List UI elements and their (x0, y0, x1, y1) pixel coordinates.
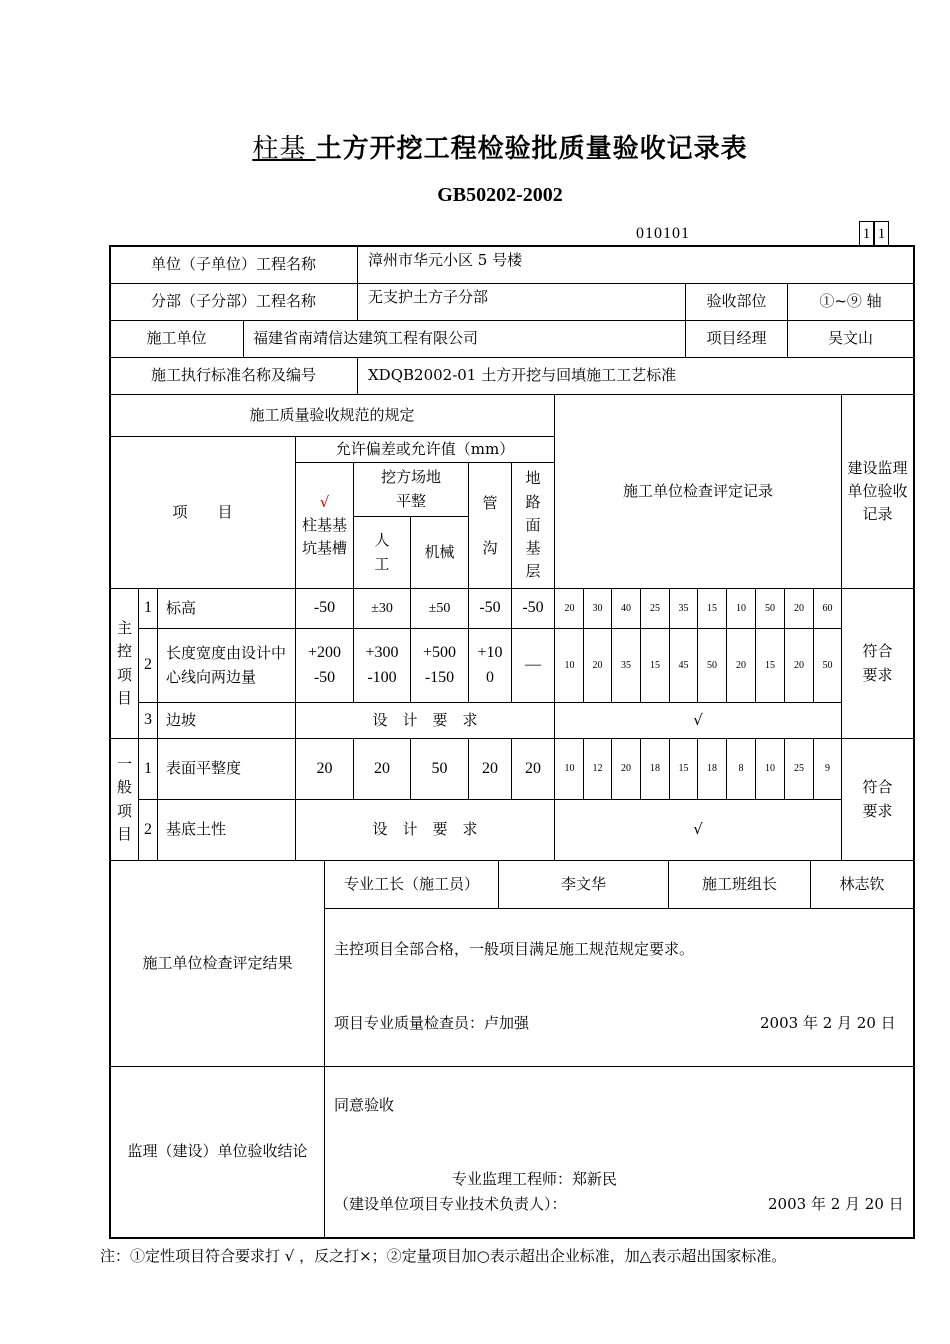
general-row-1-record-4: 18 (650, 763, 660, 775)
main-row-1-record-7: 10 (736, 602, 746, 614)
footnote: 注：①定性项目符合要求打 √ ，反之打×；②定量项目加○表示超出企业标准，加△表示超出国家标准。 (100, 1247, 787, 1265)
check-mark-icon: √ (319, 492, 330, 511)
general-row-1-record-8: 10 (765, 763, 775, 775)
main-group-label (111, 589, 138, 738)
general-row-1-val-4: 20 (482, 759, 498, 777)
col-road (512, 463, 554, 588)
main-row-1-val-5: -50 (522, 599, 544, 617)
main-row-1-val-3: ±50 (428, 600, 451, 616)
builder-date: 2003 年 2 月 20 日 (760, 1014, 896, 1032)
main-row-1-record-9: 20 (794, 602, 804, 614)
main-row-1-no: 1 (144, 599, 152, 617)
general-row-1-val-1: 20 (316, 759, 333, 777)
supervisor-label-text: 建设监理单位验收记录 (847, 458, 908, 524)
main-row-1-record-2: 30 (592, 602, 603, 614)
main-group-text: 主控项目 (116, 619, 132, 707)
sub-label: 分部（子分部）工程名称 (150, 292, 316, 311)
main-row-1-record-4: 25 (650, 602, 660, 614)
col-site (354, 463, 468, 516)
team-label: 施工班组长 (701, 874, 777, 893)
main-row-1-name: 标高 (166, 598, 197, 617)
std-label: 施工执行标准名称及编号 (150, 366, 316, 385)
general-row-1-val-2: 20 (374, 759, 390, 777)
title-main: 土方开挖工程检验批质量验收记录表 (315, 134, 748, 164)
col-ditch (469, 463, 511, 588)
main-row-3-design: 设 计 要 求 (372, 710, 478, 729)
general-result-text: 符合要求 (862, 778, 893, 820)
col-pit-label: 柱基基坑基槽 (302, 515, 348, 558)
supervision-engineer: 专业监理工程师：郑新民 (452, 1170, 618, 1188)
general-row-1-no: 1 (144, 759, 152, 777)
main-row-2-val-3: +500 -150 (422, 643, 457, 686)
builder-check-label: 施工单位检查评定结果 (142, 953, 293, 972)
pm-value: 吴文山 (827, 329, 873, 348)
main-row-1-val-4: -50 (479, 599, 501, 617)
quality-inspector: 项目专业质量检查员：卢加强 (334, 1014, 530, 1032)
col-pit (296, 463, 353, 588)
general-row-1-record-9: 25 (794, 763, 804, 775)
page-title (0, 128, 950, 165)
main-row-1-val-1: -50 (313, 599, 336, 617)
main-row-2-name: 长度宽度由设计中心线向两边量 (166, 644, 287, 686)
col-machine: 机械 (424, 542, 455, 561)
main-row-1-record-10: 60 (822, 602, 833, 614)
general-row-1-record-3: 20 (621, 763, 631, 775)
supervisor-label (842, 395, 913, 588)
col-manual (354, 517, 410, 588)
foreman-name: 李文华 (560, 874, 606, 893)
main-row-2-val-1: +200 -50 (307, 643, 342, 686)
main-row-2-record-8: 15 (765, 659, 775, 671)
general-row-2-no: 2 (144, 820, 152, 838)
main-row-2-record-10: 50 (822, 659, 833, 671)
supervision-label-text: 监理（建设）单位验收结论 (127, 1142, 308, 1161)
foreman-label: 专业工长（施工员） (343, 874, 479, 893)
col-manual-label: 人工 (374, 531, 390, 573)
main-row-1-record-1: 20 (564, 602, 575, 614)
unit-label: 单位（子单位）工程名称 (150, 254, 316, 273)
main-row-2-record-7: 20 (736, 659, 746, 671)
general-row-1-record-7: 8 (738, 763, 744, 775)
code-box-2: 1 (874, 221, 889, 247)
item-label: 项 目 (172, 502, 233, 521)
main-row-2-val-4 (469, 629, 511, 702)
main-result (842, 589, 913, 738)
main-row-2-val-4-text: +100 (477, 643, 503, 686)
title-underlined: 柱基 (252, 134, 316, 164)
std-value: XDQB2002-01 土方开挖与回填施工工艺标准 (368, 366, 677, 385)
main-row-2-val-5: — (525, 656, 541, 674)
rules-label: 施工质量验收规范的规定 (249, 405, 415, 424)
main-row-1-record-3: 40 (621, 602, 631, 614)
general-group-label (111, 739, 138, 860)
record-code: 010101 (636, 225, 690, 242)
record-label: 施工单位检查评定记录 (622, 481, 773, 500)
main-row-2-record-4: 15 (650, 659, 660, 671)
part-label: 验收部位 (706, 292, 767, 311)
general-row-2-name: 基底土性 (166, 820, 227, 839)
pm-label: 项目经理 (706, 329, 767, 348)
supervision-date: 2003 年 2 月 20 日 (768, 1195, 904, 1213)
main-result-text: 符合要求 (862, 642, 893, 684)
main-row-2-record-2: 20 (592, 659, 603, 671)
col-road-label: 地路面基层 (525, 469, 541, 581)
builder-value: 福建省南靖信达建筑工程有限公司 (253, 329, 479, 348)
main-row-2-record-5: 45 (678, 659, 689, 671)
part-value: ①~⑨ 轴 (819, 292, 882, 311)
general-row-2-design: 设 计 要 求 (372, 820, 478, 839)
main-row-1-record-6: 15 (707, 602, 717, 614)
sub-value: 无支护土方子分部 (368, 288, 489, 306)
general-row-2-record: √ (693, 820, 703, 839)
general-row-1-record-10: 9 (825, 763, 830, 775)
main-row-1-val-2: ±30 (371, 600, 393, 616)
main-row-2-record-9: 20 (794, 659, 804, 671)
supervision-conclusion: 同意验收 (334, 1096, 395, 1114)
supervision-label (111, 1067, 324, 1237)
code-box-1: 1 (859, 221, 874, 247)
builder-conclusion: 主控项目全部合格，一般项目满足施工规范规定要求。 (334, 940, 695, 958)
team-name: 林志钦 (839, 874, 885, 893)
main-row-2-record-3: 35 (621, 659, 631, 671)
main-row-2-val-2: +300 -100 (365, 643, 399, 686)
standard-code: GB50202-2002 (437, 184, 563, 206)
col-site-label: 挖方场地平整 (380, 468, 441, 510)
general-row-1-record-6: 18 (707, 763, 717, 775)
builder-label: 施工单位 (146, 329, 207, 348)
owner-representative: （建设单位项目专业技术负责人）： (334, 1195, 567, 1213)
general-group-text: 一般项目 (116, 755, 132, 843)
general-row-1-val-5: 20 (525, 759, 541, 777)
main-row-3-record: √ (693, 710, 703, 729)
general-row-1-record-5: 15 (678, 763, 689, 775)
main-row-2-no: 2 (144, 656, 152, 674)
unit-value: 漳州市华元小区 5 号楼 (368, 251, 523, 269)
main-row-1-record-8: 50 (765, 602, 775, 614)
main-row-1-record-5: 35 (678, 602, 689, 614)
tolerance-label: 允许偏差或允许值（mm） (335, 439, 515, 458)
general-row-1-record-1: 10 (564, 763, 575, 775)
main-row-3-name: 边坡 (166, 710, 197, 729)
general-row-1-val-3: 50 (431, 759, 448, 777)
main-row-2-record-6: 50 (707, 659, 717, 671)
main-row-2-record-1: 10 (564, 659, 575, 671)
main-row-3-no: 3 (144, 711, 152, 729)
col-ditch-label: 管沟 (482, 493, 498, 557)
general-result (842, 739, 913, 860)
general-row-1-name: 表面平整度 (166, 759, 242, 778)
general-row-1-record-2: 12 (592, 763, 603, 775)
